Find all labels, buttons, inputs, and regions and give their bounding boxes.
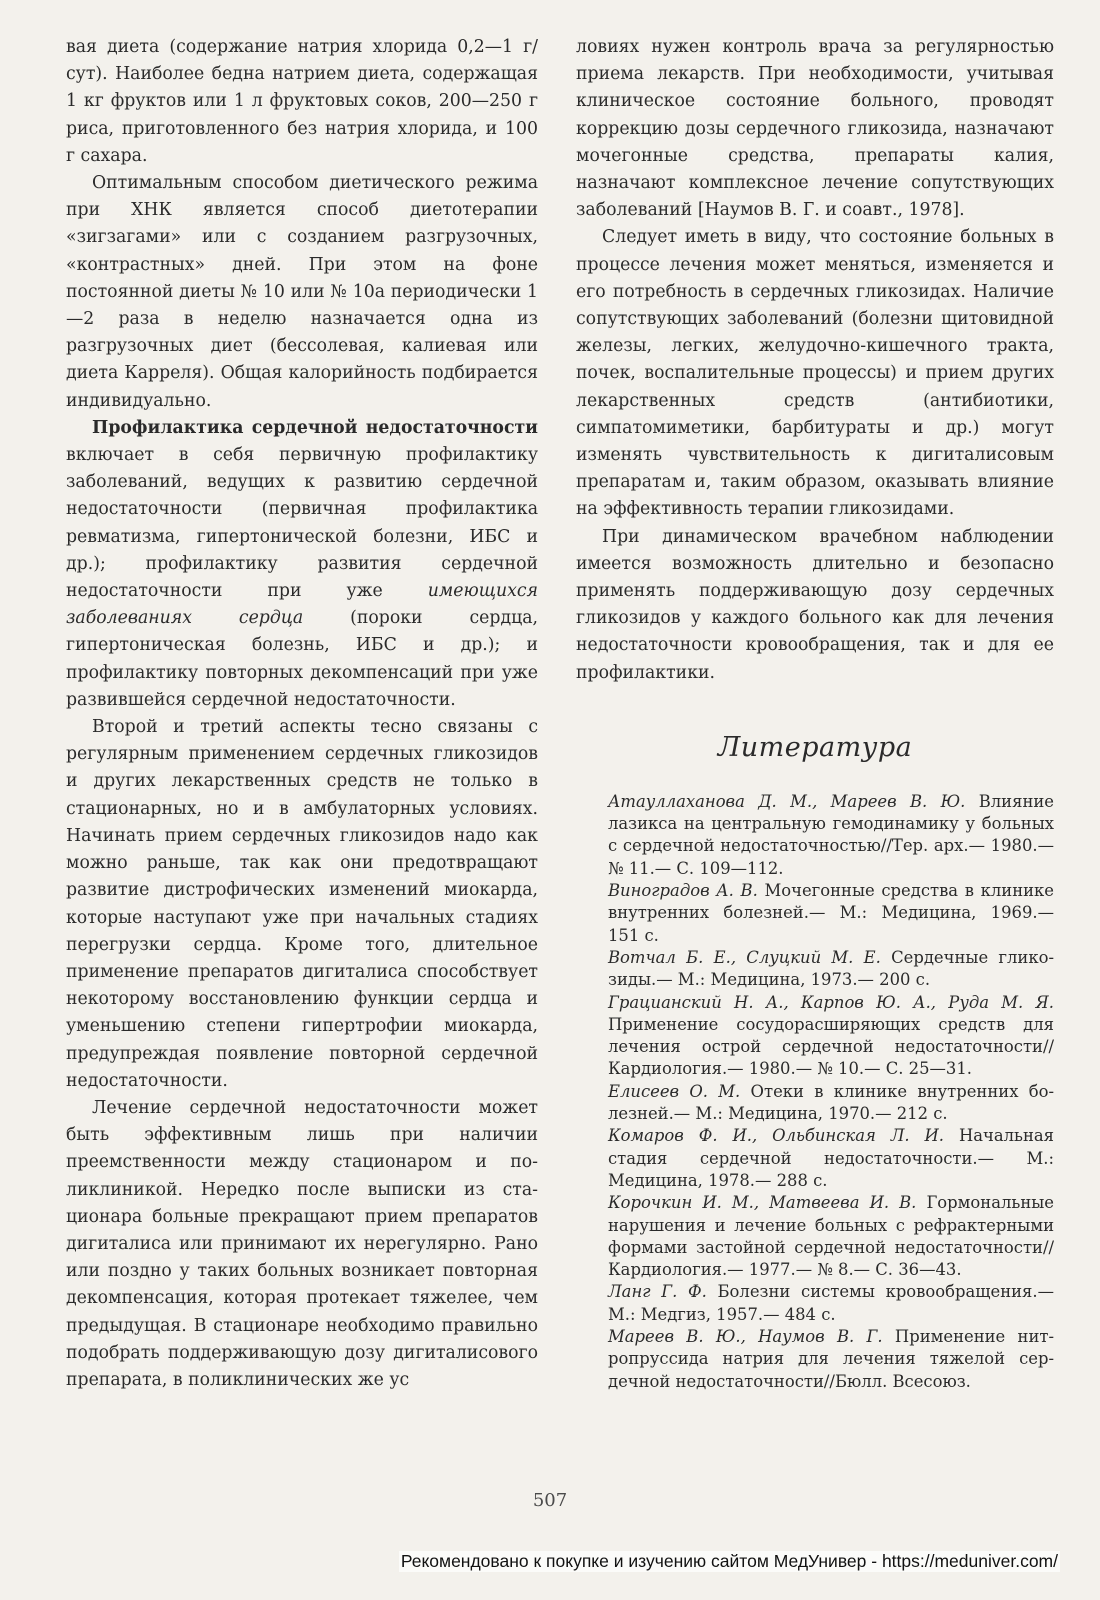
reference-item (576, 791, 1054, 880)
paragraph-prophylaxis (66, 415, 538, 714)
paragraph-diet-continuation: вая диета (содержание натрия хлорида 0,2—1 г/сут). Наиболее бедна натрием диета, содержащая 1 кг фруктов или 1 л фруктовых соков, 200—250 г риса, приготовленного без натрия хлорида, и 100 г сахара. (66, 37, 538, 166)
prophylaxis-text-a: включает в себя первичную профилактику заболеваний, ведущих к развитию сердечной недостаточности (первичная профилактика ревматизма, гипертонической болезни, ИБС и др.); профилактику развития сердечной недостаточности при уже (66, 445, 538, 602)
reference-author: Виноградов А. В. (608, 881, 758, 901)
reference-text: Начальная стадия сердечной недостаточности.— М.: Медицина, 1978.— 288 с. (608, 1126, 1054, 1190)
reference-text: Отеки в клинике внутренних болезней.— М.: Медицина, 1970.— 212 с. (608, 1081, 1054, 1124)
left-column (66, 34, 538, 1394)
paragraph-second-third-aspects: Второй и третий аспекты тесно связаны с регулярным применением сердечных гликозидов и других лекарственных средств не только в стационарных, но и в амбулаторных условиях. Начинать прием сердечных гликозидов надо как можно раньше, так как они предотвращают развитие дистрофических изменений миокарда, которые наступают уже при начальных стадиях перегрузки сердца. Кроме того, длительное применение препаратов дигиталиса способствует некоторому восстановлению функции сердца и уменьшению степени гипертрофии миокарда, предупреждая появление повторной сердечной недостаточности. (66, 717, 538, 1091)
reference-text: Применение сосудорасширяющих средств для лечения острой сердечной недостаточности//Кардиология.— 1980.— № 10.— С. 25—31. (608, 1014, 1054, 1079)
reference-author: Елисеев О. М. (608, 1081, 741, 1101)
reference-text: Гормональные нарушения и лечение больных с рефрактерными формами застойной сердечной недостаточности//Кардиология.— 1977.— № 8.— С. 36—43. (608, 1193, 1054, 1280)
paragraph-outpatient-control: ловиях нужен контроль врача за регулярностью приема лекарств. При необходимости, учитывая клиническое состояние больного, проводят коррекцию дозы сердечного гликозида, назначают мочегонные средства, препараты калия, назначают комплексное лечение сопутствующих заболеваний [Наумов В. Г. и соавт., 1978]. (576, 37, 1054, 221)
reference-author: Корочкин И. М., Матвеева И. В. (608, 1193, 917, 1213)
literature-heading: Литература (717, 731, 913, 763)
reference-author: Атауллаханова Д. М., Мареев В. Ю. (608, 791, 966, 811)
reference-item (576, 992, 1054, 1081)
reference-item (576, 947, 1054, 992)
reference-author: Вотчал Б. Е., Слуцкий М. Е. (608, 947, 881, 967)
reference-text: Применение нитропруссида натрия для лечения тяжелой сердечной недостаточности//Бюлл. Всесоюз. (608, 1327, 1054, 1391)
reference-item (576, 1125, 1054, 1192)
paragraph-dynamic-observation: При динамическом врачебном наблюдении имеется возможность длительно и безопасно применять поддерживающую дозу сердечных гликозидов у каждого больного как для лечения недостаточности кровообращения, так и для ее профилактики. (576, 526, 1054, 683)
reference-item (576, 1326, 1054, 1393)
reference-text: Влияние лазикса на центральную гемодинамику у больных с сердечной недостаточностью//Тер. арх.— 1980.— № 11.— С. 109—112. (608, 791, 1054, 878)
paragraph-continuity-of-treatment: Лечение сердечной недостаточности может быть эффективным лишь при наличии преемственности между стационаром и поликлиникой. Нередко после выписки из стационара больные прекращают прием препаратов дигиталиса или принимают их нерегулярно. Рано или поздно у таких больных возникает повторная декомпенсация, которая протекает тяжелее, чем предыдущая. В стационаре необходимо правильно подобрать поддерживающую дозу дигиталисового препарата, в поликлинических же ус (66, 1097, 538, 1390)
reference-item (576, 1281, 1054, 1326)
paragraph-zigzag-diet: Оптимальным способом диетического режима при ХНК является способ диетотерапии «зигзагами» или с созданием разгрузочных, «контрастных» дней. При этом на фоне постоянной диеты № 10 или № 10а периодически 1—2 раза в неделю назначается одна из разгрузочных диет (бессолевая, калиевая или диета Карреля). Общая калорийность подбирается индивидуально. (66, 173, 538, 411)
reference-list (576, 791, 1054, 1393)
reference-author: Ланг Г. Ф. (608, 1282, 707, 1302)
paragraph-patient-condition: Следует иметь в виду, что состояние больных в процессе лечения может меняться, изменяется и его потребность в сердечных гликозидах. Наличие сопутствующих заболеваний (болезни щитовидной железы, легких, желудочно-кишечного тракта, почек, воспалительные процессы) и прием других лекарственных средств (антибиотики, симпатомиметики, барбитураты и др.) могут изменять чувствительность к дигиталисовым препаратам и, таким образом, оказывать влияние на эффективность терапии гликозидами. (576, 227, 1054, 520)
reference-text: Болезни системы кровообращения.— М.: Медгиз, 1957.— 484 с. (608, 1282, 1055, 1324)
prophylaxis-text-b: (пороки сердца, гипертоническая болезнь, ИБС и др.); и профилактику повторных декомпенсаций при уже развившейся сердечной недостаточности. (66, 608, 538, 710)
reference-text: Мочегонные средства в клинике внутренних болезней.— М.: Медицина, 1969.— 151 с. (608, 881, 1054, 945)
reference-item (576, 880, 1054, 947)
reference-text: Сердечные гликозиды.— М.: Медицина, 1973.— 200 с. (608, 947, 1054, 990)
reference-author: Комаров Ф. И., Ольбинская Л. И. (608, 1126, 945, 1146)
page-number: 507 (532, 1490, 568, 1511)
reference-author: Мареев В. Ю., Наумов В. Г. (608, 1327, 883, 1346)
reference-item (576, 1192, 1054, 1281)
prophylaxis-italic: имеющихся заболеваниях сердца (66, 581, 538, 629)
right-column (576, 34, 1054, 1393)
reference-item (576, 1081, 1054, 1126)
prophylaxis-heading: Профилактика сердечной недостаточности (92, 417, 538, 438)
footer-watermark: Рекомендовано к покупке и изучению сайтом МедУнивер - https://meduniver.com/ (400, 1551, 1058, 1571)
reference-author: Грацианский Н. А., Карпов Ю. А., Руда М. Я. (608, 992, 1054, 1012)
